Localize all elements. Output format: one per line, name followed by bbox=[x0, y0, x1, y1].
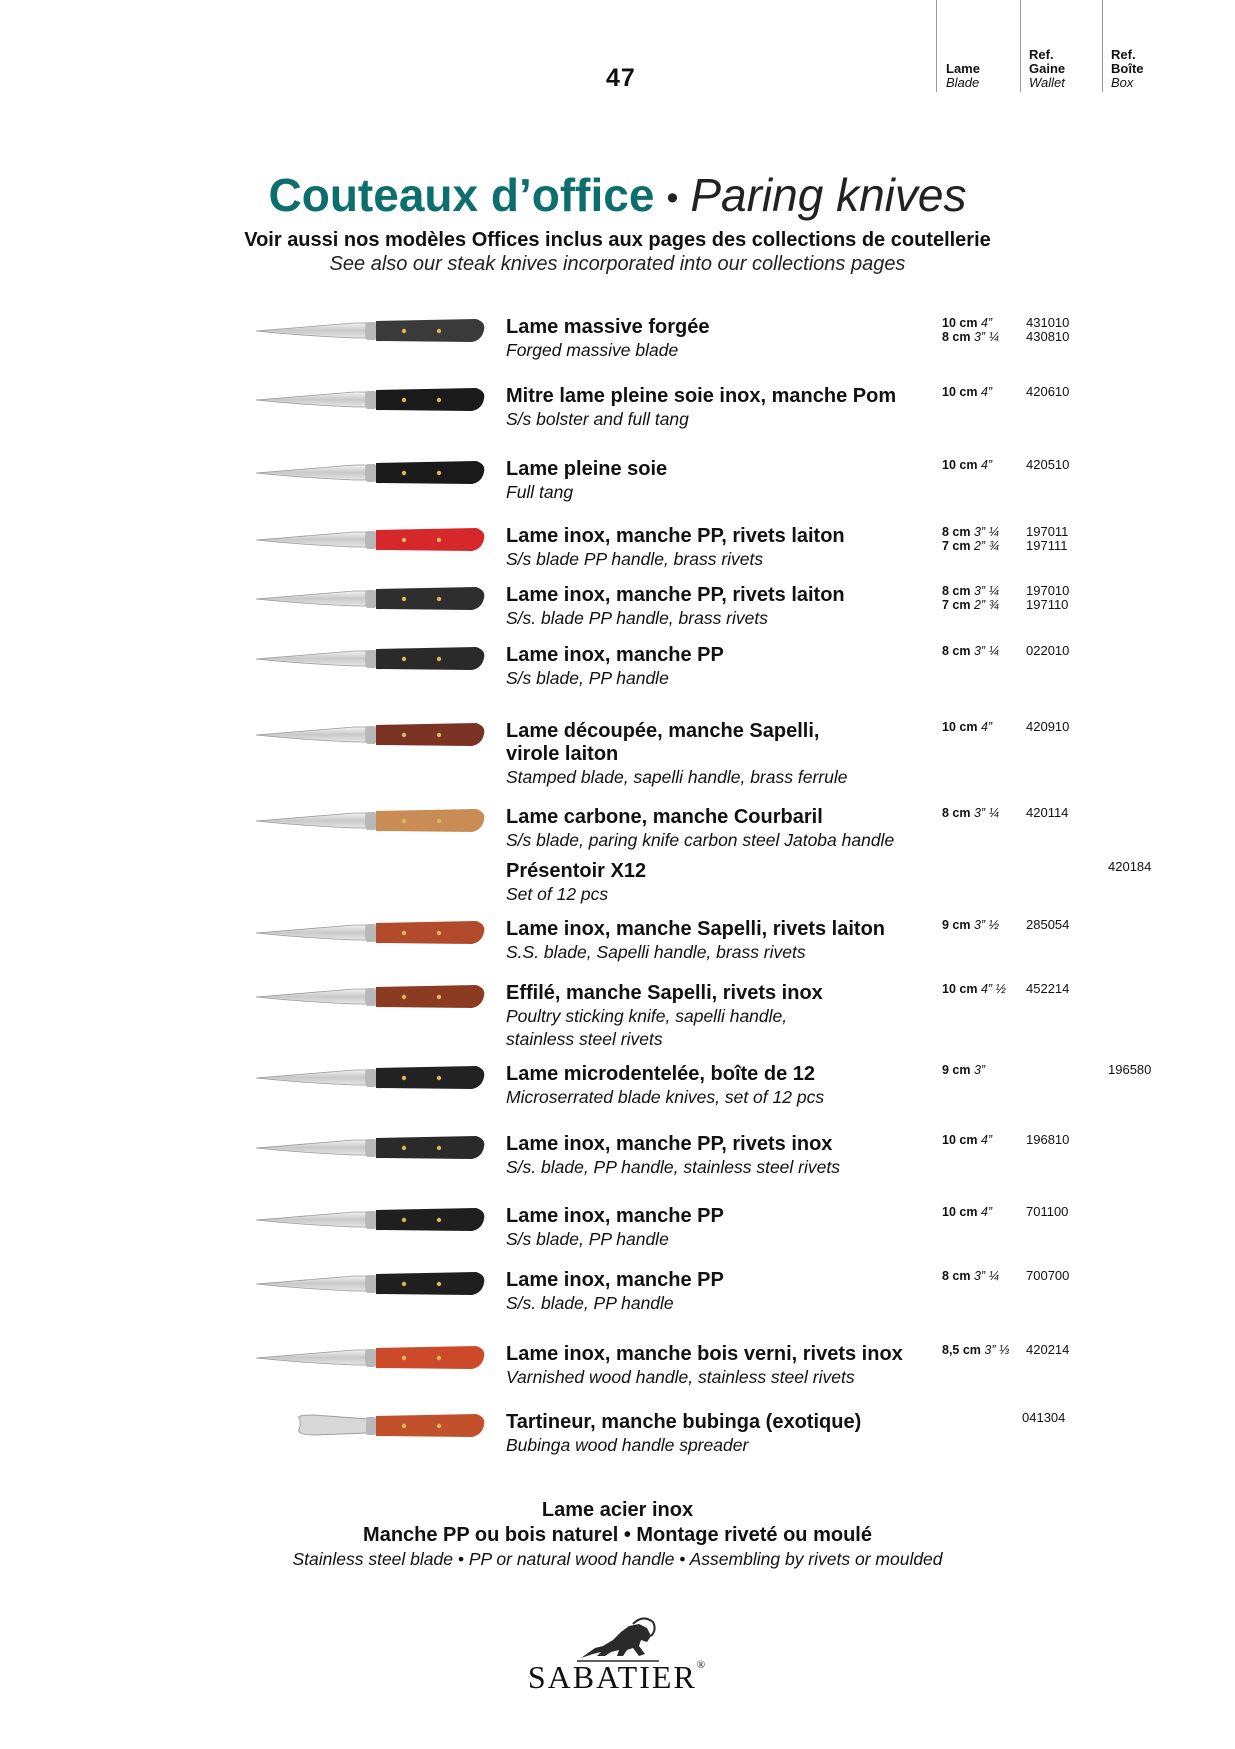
blade-length-inch: 4” bbox=[980, 316, 993, 330]
knife-image bbox=[254, 1341, 486, 1375]
knife-image bbox=[254, 1409, 486, 1443]
blade-length bbox=[942, 598, 999, 613]
blade-length-cm: 10 cm bbox=[942, 1133, 978, 1147]
knife-image bbox=[254, 916, 486, 950]
column-header-wallet-fr2: Gaine bbox=[1029, 61, 1066, 76]
blade-length-inch: 3” ¼ bbox=[973, 525, 999, 539]
product-description: Bubinga wood handle spreader bbox=[506, 1435, 749, 1455]
blade-length bbox=[942, 1133, 992, 1148]
wallet-ref: 420214 bbox=[1026, 1342, 1070, 1357]
blade-length bbox=[942, 525, 999, 540]
blade-length-cm: 10 cm bbox=[942, 982, 978, 996]
blade-length bbox=[942, 720, 992, 735]
blade-length bbox=[942, 1269, 999, 1284]
blade-length-cm: 10 cm bbox=[942, 1205, 978, 1219]
column-header-blade-en: Blade bbox=[946, 75, 980, 90]
product-text bbox=[506, 644, 926, 690]
blade-length-inch: 3” ½ bbox=[973, 918, 999, 932]
blade-length-cm: 9 cm bbox=[942, 1063, 971, 1077]
blade-length-cm: 7 cm bbox=[942, 539, 971, 553]
product-description: S.S. blade, Sapelli handle, brass rivets bbox=[506, 942, 806, 962]
product-name: Lame inox, manche PP bbox=[506, 1269, 724, 1291]
product-description: S/s blade, paring knife carbon steel Jatoba handle bbox=[506, 830, 895, 850]
blade-length bbox=[942, 385, 992, 400]
footer-line-1: Lame acier inox bbox=[541, 1499, 694, 1521]
wallet-ref: 285054 bbox=[1026, 917, 1070, 932]
knife-image bbox=[254, 1203, 486, 1237]
product-text bbox=[506, 316, 926, 362]
blade-length bbox=[942, 1205, 992, 1220]
product-description: Poultry sticking knife, sapelli handle, bbox=[506, 1006, 788, 1026]
blade-length bbox=[942, 458, 992, 473]
wallet-ref: 197111 bbox=[1026, 538, 1068, 553]
product-name: Tartineur, manche bubinga (exotique) bbox=[506, 1411, 862, 1433]
wallet-ref: 022010 bbox=[1026, 643, 1070, 658]
wallet-ref: 431010 bbox=[1026, 315, 1070, 330]
blade-length-inch: 2” ¾ bbox=[973, 539, 999, 553]
title-separator: • bbox=[666, 179, 679, 218]
blade-length bbox=[942, 644, 999, 659]
blade-length-cm: 10 cm bbox=[942, 458, 978, 472]
product-text bbox=[506, 806, 926, 852]
blade-length-cm: 10 cm bbox=[942, 720, 978, 734]
blade-length-cm: 8 cm bbox=[942, 584, 971, 598]
knife-image bbox=[254, 804, 486, 838]
column-divider bbox=[936, 0, 937, 92]
product-text bbox=[506, 1343, 926, 1389]
column-divider bbox=[1020, 0, 1021, 92]
wallet-ref: 701100 bbox=[1026, 1204, 1069, 1219]
product-text bbox=[506, 1269, 926, 1315]
product-name: Lame massive forgée bbox=[506, 316, 710, 338]
brand-name-text: SABATIER bbox=[527, 1659, 697, 1695]
product-text bbox=[506, 584, 926, 630]
product-description: S/s bolster and full tang bbox=[506, 409, 689, 429]
blade-length bbox=[942, 1343, 1009, 1358]
blade-length-inch: 3” ⅓ bbox=[984, 1343, 1010, 1357]
blade-length-inch: 4” bbox=[980, 458, 993, 472]
footer-line-3: Stainless steel blade • PP or natural wood handle • Assembling by rivets or moulded bbox=[292, 1549, 943, 1569]
blade-length-inch: 3” ¼ bbox=[973, 1269, 999, 1283]
product-name: Lame inox, manche PP, rivets inox bbox=[506, 1133, 833, 1155]
blade-length-cm: 8 cm bbox=[942, 525, 971, 539]
product-text bbox=[506, 918, 926, 964]
product-text bbox=[506, 720, 926, 789]
wallet-ref: 197011 bbox=[1026, 524, 1069, 539]
blade-length bbox=[942, 1063, 985, 1078]
knife-image bbox=[254, 1061, 486, 1095]
product-text bbox=[506, 385, 926, 431]
page-title-fr: Couteaux d’office bbox=[268, 169, 655, 221]
product-name: Lame inox, manche PP, rivets laiton bbox=[506, 584, 845, 606]
wallet-ref: 420114 bbox=[1026, 805, 1069, 820]
blade-length bbox=[942, 806, 999, 821]
product-description: Forged massive blade bbox=[506, 340, 679, 360]
product-name: Lame découpée, manche Sapelli, bbox=[506, 720, 820, 742]
product-name: Lame pleine soie bbox=[506, 458, 668, 480]
blade-length-cm: 10 cm bbox=[942, 385, 978, 399]
product-description: S/s blade, PP handle bbox=[506, 668, 669, 688]
blade-length-cm: 10 cm bbox=[942, 316, 978, 330]
blade-length bbox=[942, 316, 992, 331]
product-text bbox=[506, 1133, 926, 1179]
product-name: Lame microdentelée, boîte de 12 bbox=[506, 1063, 815, 1085]
product-name: Effilé, manche Sapelli, rivets inox bbox=[506, 982, 823, 1004]
knife-image bbox=[254, 980, 486, 1014]
knife-image bbox=[254, 582, 486, 616]
product-name: Présentoir X12 bbox=[506, 860, 647, 882]
product-name: Lame inox, manche bois verni, rivets inox bbox=[506, 1343, 903, 1365]
wallet-ref: 452214 bbox=[1026, 981, 1070, 996]
blade-length-inch: 4” bbox=[980, 1205, 993, 1219]
knife-image bbox=[254, 456, 486, 490]
brand-name bbox=[0, 1659, 1235, 1696]
product-description: Full tang bbox=[506, 482, 574, 502]
product-text bbox=[506, 982, 926, 1051]
knife-image bbox=[254, 523, 486, 557]
box-ref: 420184 bbox=[1108, 859, 1152, 874]
product-description: S/s blade, PP handle bbox=[506, 1229, 669, 1249]
blade-length-cm: 8 cm bbox=[942, 806, 971, 820]
blade-length bbox=[942, 539, 999, 554]
blade-length-inch: 3” ¼ bbox=[973, 584, 999, 598]
blade-length-inch: 3” ¼ bbox=[973, 330, 999, 344]
blade-length-cm: 8 cm bbox=[942, 330, 971, 344]
lion-logo-icon bbox=[573, 1610, 663, 1665]
knife-image bbox=[254, 314, 486, 348]
blade-length bbox=[942, 584, 999, 599]
blade-length-inch: 4” bbox=[980, 720, 993, 734]
blade-length-inch: 4” ½ bbox=[980, 982, 1006, 996]
product-text bbox=[506, 1411, 926, 1457]
column-header-blade-fr: Lame bbox=[946, 61, 980, 76]
column-header-box-fr2: Boîte bbox=[1111, 61, 1144, 76]
wallet-ref: 420510 bbox=[1026, 457, 1070, 472]
subtitle-fr: Voir aussi nos modèles Offices inclus aux pages des collections de coutellerie bbox=[244, 229, 991, 251]
wallet-ref: 196810 bbox=[1026, 1132, 1070, 1147]
product-description: Set of 12 pcs bbox=[506, 884, 609, 904]
blade-length-inch: 3” bbox=[973, 1063, 986, 1077]
footer-line-2: Manche PP ou bois naturel • Montage riveté ou moulé bbox=[363, 1524, 872, 1546]
wallet-ref: 420610 bbox=[1026, 384, 1070, 399]
column-header-box bbox=[1111, 48, 1144, 90]
product-name: Mitre lame pleine soie inox, manche Pom bbox=[506, 385, 897, 407]
product-name: Lame inox, manche PP bbox=[506, 1205, 724, 1227]
blade-length-inch: 2” ¾ bbox=[973, 598, 999, 612]
knife-image bbox=[254, 1131, 486, 1165]
product-name: Lame inox, manche PP, rivets laiton bbox=[506, 525, 845, 547]
column-header-wallet-en: Wallet bbox=[1029, 75, 1065, 90]
product-text bbox=[506, 860, 926, 906]
blade-length-inch: 4” bbox=[980, 385, 993, 399]
column-divider bbox=[1102, 0, 1103, 92]
wallet-ref: 420910 bbox=[1026, 719, 1070, 734]
wallet-ref: 197110 bbox=[1026, 597, 1069, 612]
box-ref: 196580 bbox=[1108, 1062, 1152, 1077]
product-description: S/s blade PP handle, brass rivets bbox=[506, 549, 764, 569]
blade-length-inch: 3” ¼ bbox=[973, 644, 999, 658]
blade-length-inch: 3” ¼ bbox=[973, 806, 999, 820]
page-title bbox=[0, 168, 1235, 222]
subtitle-en: See also our steak knives incorporated into our collections pages bbox=[329, 253, 906, 275]
knife-image bbox=[254, 1267, 486, 1301]
page-title-en: Paring knives bbox=[690, 169, 967, 221]
blade-length-cm: 8 cm bbox=[942, 1269, 971, 1283]
column-header-blade bbox=[946, 62, 980, 90]
product-description: S/s. blade, PP handle, stainless steel rivets bbox=[506, 1157, 840, 1177]
blade-length bbox=[942, 982, 1006, 997]
product-description: Varnished wood handle, stainless steel rivets bbox=[506, 1367, 855, 1387]
knife-image bbox=[254, 718, 486, 752]
product-text bbox=[506, 525, 926, 571]
product-name-line-2: virole laiton bbox=[506, 743, 619, 765]
product-name: Lame inox, manche Sapelli, rivets laiton bbox=[506, 918, 886, 940]
product-description: S/s. blade PP handle, brass rivets bbox=[506, 608, 768, 628]
blade-length-cm: 7 cm bbox=[942, 598, 971, 612]
knife-image bbox=[254, 642, 486, 676]
blade-length-cm: 8,5 cm bbox=[942, 1343, 981, 1357]
knife-image bbox=[254, 383, 486, 417]
product-text bbox=[506, 1063, 926, 1109]
product-description: S/s. blade, PP handle bbox=[506, 1293, 674, 1313]
blade-length-inch: 4” bbox=[980, 1133, 993, 1147]
blade-length-cm: 9 cm bbox=[942, 918, 971, 932]
column-header-box-en: Box bbox=[1111, 75, 1134, 90]
page-number: 47 bbox=[606, 64, 636, 92]
blade-length bbox=[942, 330, 999, 345]
column-header-wallet bbox=[1029, 48, 1065, 90]
registered-mark: ® bbox=[696, 1659, 708, 1671]
product-name: Lame carbone, manche Courbaril bbox=[506, 806, 823, 828]
wallet-ref: 700700 bbox=[1026, 1268, 1070, 1283]
blade-length bbox=[942, 918, 999, 933]
wallet-ref: 197010 bbox=[1026, 583, 1070, 598]
column-header-wallet-fr1: Ref. bbox=[1029, 47, 1054, 62]
product-text bbox=[506, 458, 926, 504]
product-description: Stamped blade, sapelli handle, brass ferrule bbox=[506, 767, 848, 787]
product-name: Lame inox, manche PP bbox=[506, 644, 724, 666]
product-description: Microserrated blade knives, set of 12 pcs bbox=[506, 1087, 825, 1107]
wallet-ref: 430810 bbox=[1026, 329, 1070, 344]
product-description-line-2: stainless steel rivets bbox=[506, 1029, 663, 1049]
wallet-ref: 041304 bbox=[1022, 1410, 1066, 1425]
product-text bbox=[506, 1205, 926, 1251]
column-header-box-fr1: Ref. bbox=[1111, 47, 1136, 62]
blade-length-cm: 8 cm bbox=[942, 644, 971, 658]
